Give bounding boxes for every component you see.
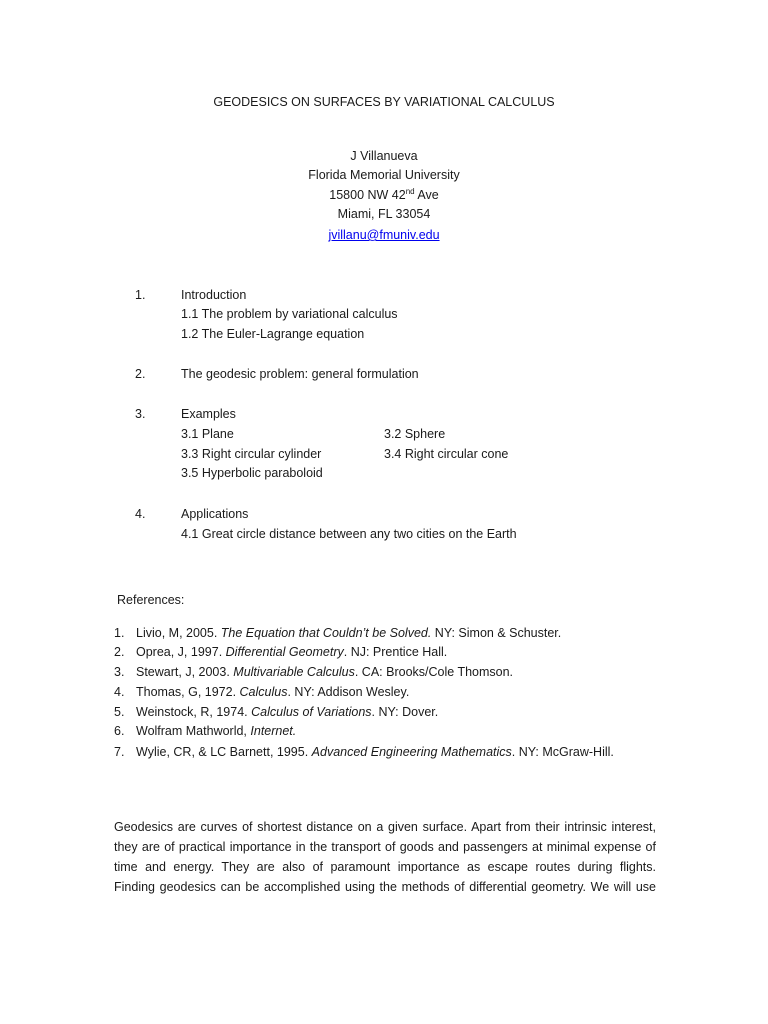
section-3-title: Examples [181, 407, 236, 421]
reference-author: Weinstock, R, 1974. [136, 705, 252, 719]
reference-number: 1. [114, 626, 125, 640]
paragraph-line: they are of practical importance in the transport of goods and passengers at minimal expense of [114, 840, 656, 854]
reference-publisher: . CA: Brooks/Cole Thomson. [354, 665, 514, 679]
reference-title: Multivariable Calculus [233, 665, 355, 679]
reference-publisher: . NY: Addison Wesley. [287, 685, 410, 699]
reference-author: Wylie, CR, & LC Barnett, 1995. [136, 745, 312, 759]
reference-author: Thomas, G, 1972. [136, 685, 240, 699]
reference-publisher: NY: Simon & Schuster. [431, 626, 562, 640]
reference-title: Advanced Engineering Mathematics [311, 745, 512, 759]
reference-number: 6. [114, 724, 125, 738]
reference-number: 7. [114, 745, 125, 759]
paragraph-line: Geodesics are curves of shortest distance on a given surface. Apart from their intrinsic interest, [114, 820, 656, 834]
section-3-5: 3.5 Hyperbolic paraboloid [181, 466, 323, 480]
author-address [0, 188, 768, 202]
reference-item [114, 665, 513, 679]
section-1-2: 1.2 The Euler-Lagrange equation [181, 327, 365, 341]
author-name: J Villanueva [350, 149, 418, 163]
reference-number: 3. [114, 665, 125, 679]
reference-item [114, 724, 296, 738]
address-ordinal: nd [405, 187, 415, 196]
reference-number: 2. [114, 645, 125, 659]
section-2-title: The geodesic problem: general formulation [181, 367, 419, 381]
author-email-line [0, 228, 768, 242]
reference-title: Differential Geometry [225, 645, 344, 659]
section-3-4: 3.4 Right circular cone [384, 447, 509, 461]
references-heading: References: [117, 593, 185, 607]
section-3-1: 3.1 Plane [181, 427, 234, 441]
reference-title: Calculus of Variations [251, 705, 372, 719]
paragraph-line: time and energy. They are also of paramount importance as escape routes during flights. [114, 860, 656, 874]
author-city: Miami, FL 33054 [337, 207, 431, 221]
reference-number: 4. [114, 685, 125, 699]
reference-publisher: . NY: Dover. [371, 705, 439, 719]
section-4-title: Applications [181, 507, 249, 521]
reference-item [114, 685, 409, 699]
reference-title: Calculus [239, 685, 288, 699]
reference-title: The Equation that Couldn’t be Solved. [220, 626, 432, 640]
address-street: 15800 NW 42 [329, 188, 406, 202]
reference-title: Internet. [250, 724, 297, 738]
paragraph-line: Finding geodesics can be accomplished using the methods of differential geometry. We will use [114, 880, 656, 894]
reference-number: 5. [114, 705, 125, 719]
reference-publisher: . NJ: Prentice Hall. [343, 645, 448, 659]
reference-author: Stewart, J, 2003. [136, 665, 234, 679]
address-suffix: Ave [414, 188, 439, 202]
section-3-2: 3.2 Sphere [384, 427, 446, 441]
reference-item [114, 705, 438, 719]
paper-title: GEODESICS ON SURFACES BY VARIATIONAL CALCULUS [213, 95, 555, 109]
section-1-1: 1.1 The problem by variational calculus [181, 307, 398, 321]
reference-item [114, 745, 614, 759]
intro-paragraph [114, 817, 656, 897]
reference-item [114, 626, 561, 640]
section-2-number: 2. [135, 367, 146, 381]
section-1-number: 1. [135, 288, 146, 302]
author-email-link[interactable]: jvillanu@fmuniv.edu [328, 228, 440, 242]
reference-publisher: . NY: McGraw-Hill. [511, 745, 614, 759]
author-institution: Florida Memorial University [308, 168, 460, 182]
reference-author: Oprea, J, 1997. [136, 645, 226, 659]
section-3-3: 3.3 Right circular cylinder [181, 447, 322, 461]
reference-item [114, 645, 447, 659]
section-3-number: 3. [135, 407, 146, 421]
section-4-number: 4. [135, 507, 146, 521]
section-1-title: Introduction [181, 288, 247, 302]
reference-author: Livio, M, 2005. [136, 626, 221, 640]
section-4-1: 4.1 Great circle distance between any two cities on the Earth [181, 527, 517, 541]
reference-author: Wolfram Mathworld, [136, 724, 251, 738]
